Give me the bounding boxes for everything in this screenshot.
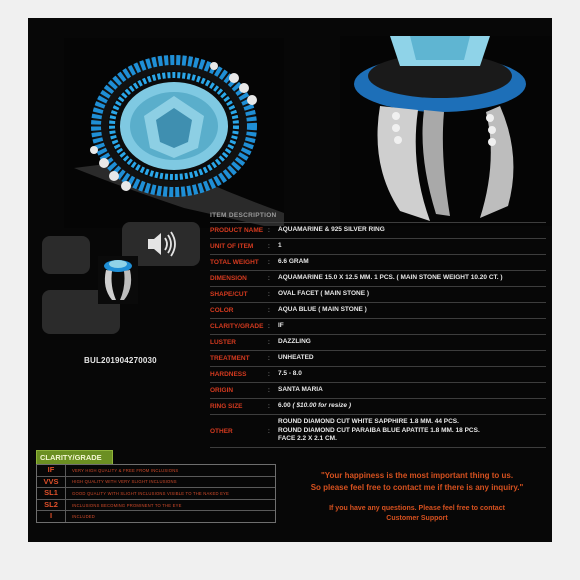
grade-text: VERY HIGH QUALITY & FREE FROM INCLUSIONS: [72, 467, 179, 473]
row-value: AQUA BLUE ( MAIN STONE ): [278, 306, 367, 314]
row-value: IF: [278, 322, 284, 330]
row-shape-cut: SHAPE/CUT : OVAL FACET ( MAIN STONE ): [210, 286, 546, 302]
product-photo-side-view[interactable]: [340, 36, 552, 226]
grade-text: HIGH QUALITY WITH VERY SLIGHT INCLUSIONS: [72, 479, 177, 485]
row-hardness: HARDNESS : 7.5 - 8.0: [210, 366, 546, 382]
other-line: ROUND DIAMOND CUT WHITE SAPPHIRE 1.8 MM. 44 PCS.: [278, 418, 459, 426]
row-product-name: PRODUCT NAME : AQUAMARINE & 925 SILVER RING: [210, 222, 546, 238]
row-dimension: DIMENSION : AQUAMARINE 15.0 X 12.5 MM. 1 PCS. ( MAIN STONE WEIGHT 10.20 CT. ): [210, 270, 546, 286]
row-ring-size: RING SIZE : 6.00 ( $10.00 for resize ): [210, 398, 546, 414]
row-label: RING SIZE: [210, 403, 243, 410]
grade-text: INCLUDED: [72, 514, 96, 520]
row-color: COLOR : AQUA BLUE ( MAIN STONE ): [210, 302, 546, 318]
grade-code: I: [37, 511, 66, 522]
contact-line: If you have any questions. Please feel free to contact: [329, 505, 505, 512]
row-other: OTHER : ROUND DIAMOND CUT WHITE SAPPHIRE 1.8 MM. 44 PCS. ROUND DIAMOND CUT PARAIBA BLUE APATITE 1.8 MM. 18 PCS. FACE 2.2 X 2.1 CM.: [210, 414, 546, 448]
row-value: UNHEATED: [278, 354, 314, 362]
grade-code: IF: [37, 465, 66, 476]
other-line: ROUND DIAMOND CUT PARAIBA BLUE APATITE 1.8 MM. 18 PCS.: [278, 426, 480, 434]
row-value: OVAL FACET ( MAIN STONE ): [278, 290, 370, 298]
grade-text: GOOD QUALITY WITH SLIGHT INCLUSIONS VISIBLE TO THE NAKED EYE: [72, 490, 230, 496]
listing-frame: [28, 18, 552, 542]
row-label: TOTAL WEIGHT: [210, 259, 259, 266]
row-label: LUSTER: [210, 339, 236, 346]
clarity-grade-heading: CLARITY/GRADE: [36, 450, 113, 465]
grade-text: INCLUSIONS BECOMING PROMINENT TO THE EYE: [72, 502, 182, 508]
item-description-table: [210, 222, 546, 448]
row-label: CLARITY/GRADE: [210, 323, 264, 330]
contact-line: Customer Support: [386, 514, 448, 522]
row-unit-of-item: UNIT OF ITEM : 1: [210, 238, 546, 254]
quote-line: "Your happiness is the most important thing to us.: [320, 471, 514, 480]
product-sku: BUL201904270030: [84, 356, 157, 365]
happiness-message: [290, 470, 544, 494]
thumbnail-prev-button[interactable]: [42, 236, 90, 274]
product-photo-top-view[interactable]: [64, 38, 284, 228]
row-label: SHAPE/CUT: [210, 291, 248, 298]
row-clarity-grade: CLARITY/GRADE : IF: [210, 318, 546, 334]
row-label: COLOR: [210, 307, 234, 314]
row-luster: LUSTER : DAZZLING: [210, 334, 546, 350]
row-label: DIMENSION: [210, 275, 247, 282]
other-line: FACE 2.2 X 2.1 CM.: [278, 435, 337, 443]
row-value: 1: [278, 242, 282, 250]
clarity-grade-table: [36, 464, 276, 523]
row-value: SANTA MARIA: [278, 386, 323, 394]
row-label: OTHER: [210, 427, 233, 435]
grade-code: SL2: [37, 500, 66, 511]
grade-code: VVS: [37, 477, 66, 488]
row-value: 6.00: [278, 402, 291, 410]
row-value: 6.6 GRAM: [278, 258, 309, 266]
product-thumbnail[interactable]: [98, 256, 138, 304]
contact-message: [290, 504, 544, 523]
row-value: DAZZLING: [278, 338, 311, 346]
grade-row: [37, 465, 275, 477]
resize-note: ( $10.00 for resize ): [292, 402, 351, 410]
row-origin: ORIGIN : SANTA MARIA: [210, 382, 546, 398]
row-label: UNIT OF ITEM: [210, 243, 254, 250]
row-label: PRODUCT NAME: [210, 227, 264, 234]
grade-row: [37, 500, 275, 512]
row-label: ORIGIN: [210, 387, 234, 394]
grade-row: [37, 511, 275, 522]
row-total-weight: TOTAL WEIGHT : 6.6 GRAM: [210, 254, 546, 270]
item-description-heading: ITEM DESCRIPTION: [210, 212, 277, 219]
row-value: 7.5 - 8.0: [278, 370, 302, 378]
grade-row: [37, 488, 275, 500]
row-value: AQUAMARINE 15.0 X 12.5 MM. 1 PCS. ( MAIN STONE WEIGHT 10.20 CT. ): [278, 274, 503, 282]
row-value: AQUAMARINE & 925 SILVER RING: [278, 226, 385, 234]
grade-row: [37, 477, 275, 489]
row-label: TREATMENT: [210, 355, 250, 362]
row-label: HARDNESS: [210, 371, 247, 378]
row-treatment: TREATMENT : UNHEATED: [210, 350, 546, 366]
grade-code: SL1: [37, 488, 66, 499]
quote-line: So please feel free to contact me if there is any inquiry.": [310, 483, 524, 492]
